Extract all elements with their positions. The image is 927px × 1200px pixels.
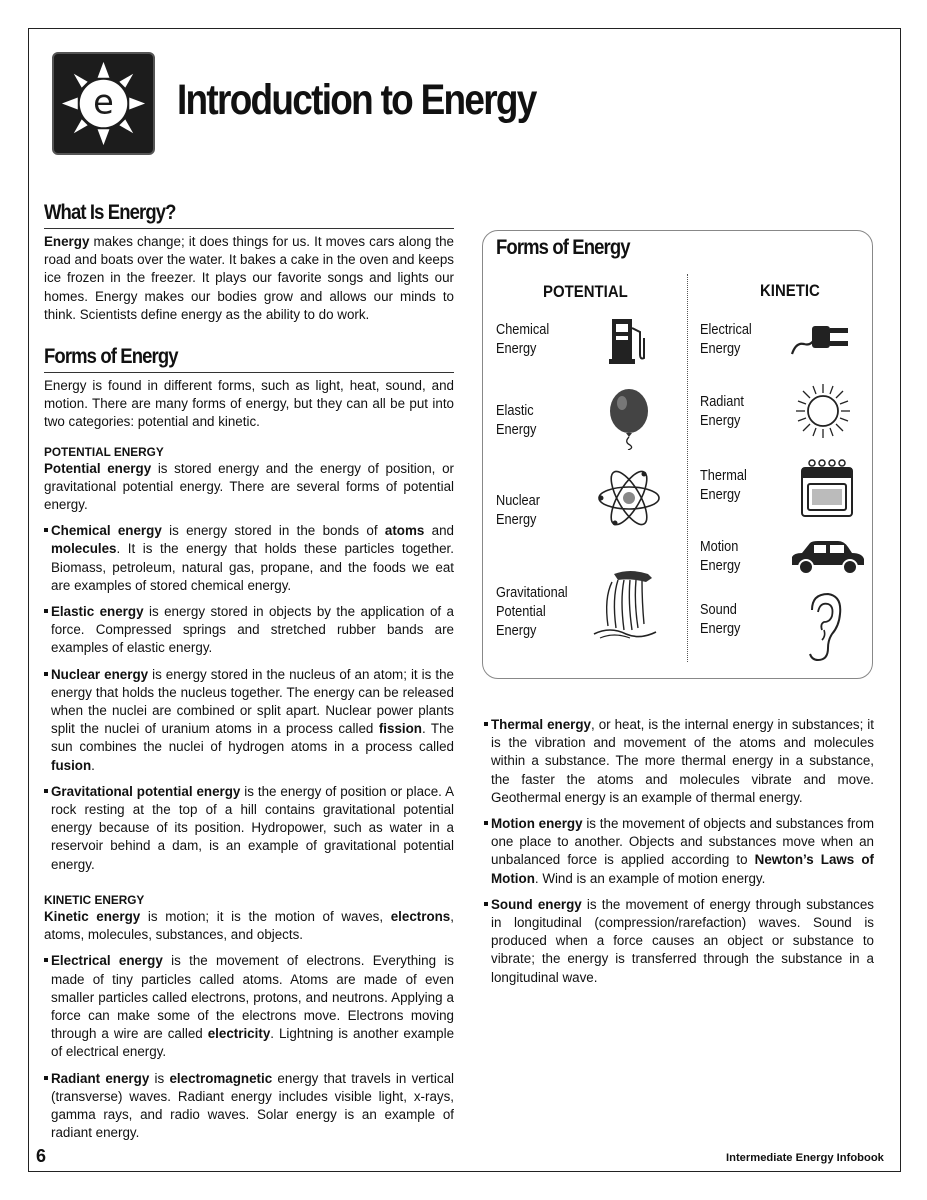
ear-icon [802,592,844,664]
heading-rule [44,228,454,229]
sun-icon [795,383,851,439]
gravitational-energy-item: Gravitational potential energy is the energy of position or place. A rock resting at the top of a hill contains gravitational potential energy because of its position. Hydropower, such as water in a reservoir behind a dam, is an example of gravitational potential energy. [44,783,454,874]
kinetic-column-heading: KINETIC [760,281,820,300]
thermal-energy-label: Thermal Energy [700,468,747,503]
gas-pump-icon [608,316,648,366]
forms-intro-paragraph: Energy is found in different forms, such as light, heat, sound, and motion. There are many forms of energy, but they can all be put into two categories: potential and kinetic. [44,378,454,430]
forms-box-title: Forms of Energy [496,236,630,259]
motion-energy-label: Motion Energy [700,539,741,574]
thermal-energy-item: Thermal energy, or heat, is the internal energy in substances; it is the vibration and movement of the atoms and molecules within a substance. The more thermal energy in a substance, the faster the atoms and molecules vibrate and move. Geothermal energy is an example of thermal energy. [484,716,874,807]
nuclear-energy-label: Nuclear Energy [496,493,540,528]
potential-column-heading: POTENTIAL [543,282,628,301]
sound-energy-item: Sound energy is the movement of energy through substances in longitudinal (compression/rarefaction) waves. Sound is produced when a force causes an object or substance to vibrate; the energy is transferred through the substance in a longitudinal wave. [484,896,874,987]
elastic-energy-label: Elastic Energy [496,403,537,438]
energy-logo-icon [52,52,155,155]
potential-energy-subheading: POTENTIAL ENERGY [44,444,164,459]
column-divider [687,274,688,662]
elastic-energy-item: Elastic energy is energy stored in objects by the application of a force. Compressed springs and stretched rubber bands are examples of elastic energy. [44,603,454,658]
atom-icon [597,468,661,528]
gravitational-energy-label: Gravitational Potential Energy [496,585,568,639]
nuclear-energy-item: Nuclear energy is energy stored in the nucleus of an atom; it is the energy that holds the nucleus together. The energy can be released when the nuclei are combined or split apart. Nuclear power plants split the nuclei of uranium atoms in a process called fission. The sun combines the nuclei of hydrogen atoms in a process called fusion. [44,666,454,775]
chemical-energy-item: Chemical energy is energy stored in the bonds of atoms and molecules. It is the energy that holds these particles together. Biomass, petroleum, natural gas, propane, and the foods we eat are examples of stored chemical energy. [44,522,454,595]
what-is-energy-heading: What Is Energy? [44,201,176,224]
what-is-energy-paragraph: Energy makes change; it does things for us. It moves cars along the road and boats over the water. It bakes a cake in the oven and keeps ice frozen in the freezer. It plays our favorite songs and lights our homes. Energy makes our bodies grow and allows our minds to think. Scientists define energy as the ability to do work. [44,234,454,322]
footer-book-title: Intermediate Energy Infobook [726,1152,884,1164]
sound-energy-label: Sound Energy [700,602,741,637]
electrical-energy-item: Electrical energy is the movement of electrons. Everything is made of tiny particles called atoms. Atoms are made of even smaller particles called electrons, protons, and neutrons. Applying a force can make some of the electrons move. Electrons moving through a wire are called electricity. Lightning is another example of electrical energy. [44,952,454,1061]
forms-of-energy-heading: Forms of Energy [44,345,178,369]
kinetic-energy-subheading: KINETIC ENERGY [44,892,145,907]
chemical-energy-label: Chemical Energy [496,322,550,357]
motion-energy-item: Motion energy is the movement of objects and substances from one place to another. Objects and substances move when an unbalanced force is applied according to Newton’s Laws of Motion. Wind is an example of motion energy. [484,815,874,888]
plug-icon [790,318,852,358]
balloon-icon [608,388,652,450]
radiant-energy-label: Radiant Energy [700,394,744,429]
heading-rule [44,372,454,373]
electrical-energy-label: Electrical Energy [700,322,752,357]
page-number: 6 [36,1146,47,1166]
kinetic-intro-paragraph: Kinetic energy is motion; it is the motion of waves, electrons, atoms, molecules, substances, and objects. [44,908,454,943]
radiant-energy-item: Radiant energy is electromagnetic energy that travels in vertical (transverse) waves. Radiant energy includes visible light, x-rays, gamma rays, and radio waves. Solar energy is an example of radiant energy. [44,1070,454,1143]
left-column [44,200,454,1142]
svg-text:e: e [93,82,114,122]
right-column [484,716,874,987]
waterfall-icon [590,568,662,640]
page-title: Introduction to Energy [177,76,536,124]
stove-icon [800,458,854,518]
potential-intro-paragraph: Potential energy is stored energy and the energy of position, or gravitational potential energy. There are several forms of potential energy. [44,460,454,513]
car-icon [790,537,866,577]
